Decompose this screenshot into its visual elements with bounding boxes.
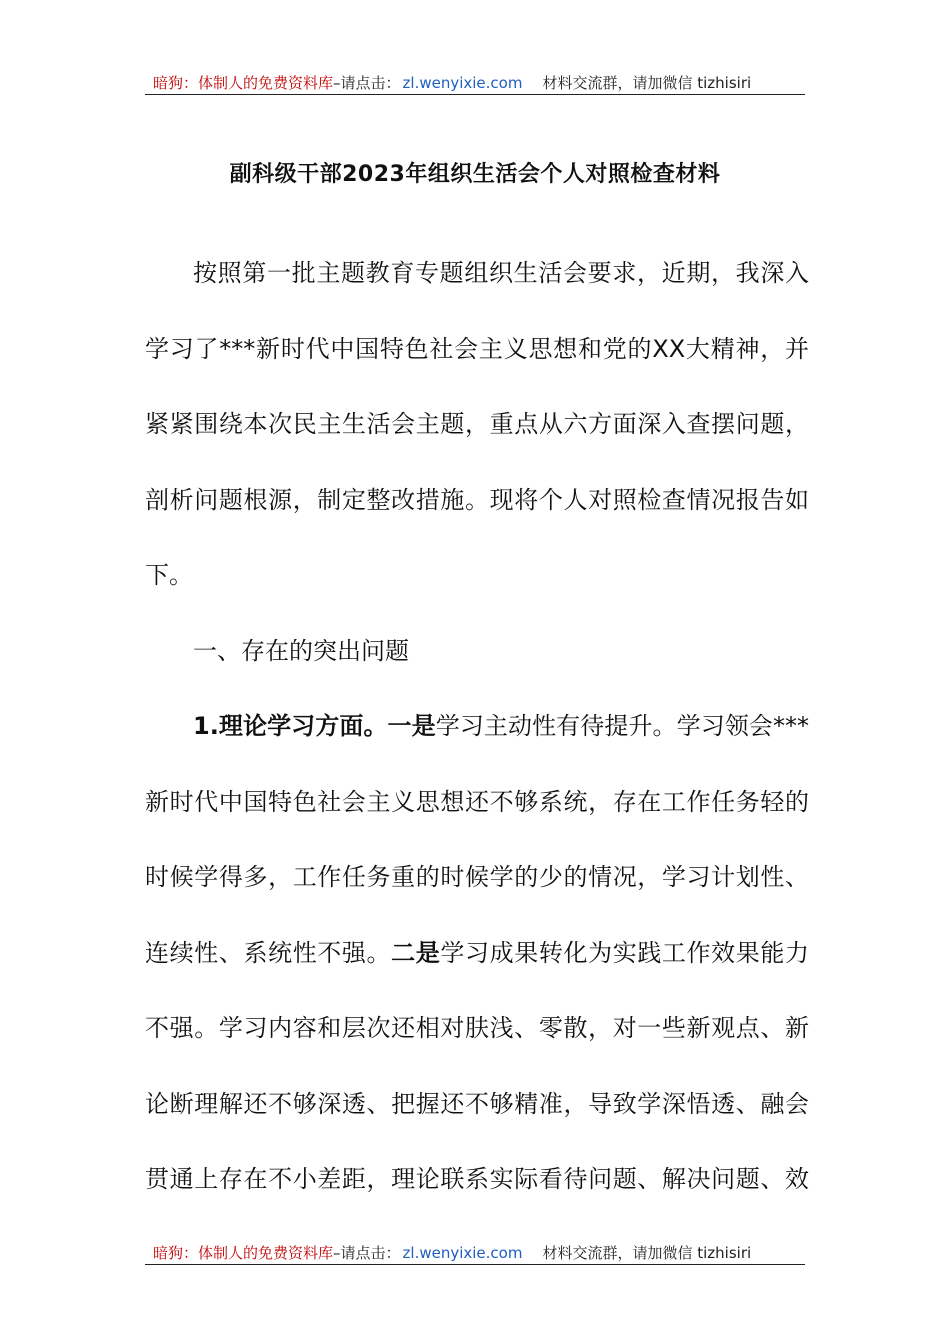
intro-line-4: 剖析问题根源，制定整改措施。现将个人对照检查情况报告如 xyxy=(145,485,809,514)
header-click-prefix: –请点击： xyxy=(333,74,401,92)
item1-heading: 1.理论学习方面。 xyxy=(193,712,388,740)
document-body xyxy=(145,236,809,1218)
item1-line-5: 不强。学习内容和层次还相对肤浅、零散，对一些新观点、新 xyxy=(145,1014,809,1042)
item1-line1-text: 学习主动性有待提升。学习领会*** xyxy=(435,712,810,740)
header-brand-text: 暗狗：体制人的免费资料库 xyxy=(153,74,334,92)
item1-line-4 xyxy=(145,916,809,992)
item1-line-7: 贯通上存在不小差距，理论联系实际看待问题、解决问题、效 xyxy=(145,1165,809,1193)
footer-group-text: 材料交流群，请加微信 tizhisiri xyxy=(542,1244,752,1262)
intro-line-3: 紧紧围绕本次民主生活会主题，重点从六方面深入查摆问题， xyxy=(145,410,809,438)
item1-line-3: 时候学得多，工作任务重的时候学的少的情况，学习计划性、 xyxy=(145,863,809,891)
point1-label: 一是 xyxy=(387,712,436,740)
item1-line-2: 新时代中国特色社会主义思想还不够系统，存在工作任务轻的 xyxy=(145,787,809,816)
item1-line4-start: 连续性、系统性不强。 xyxy=(145,938,392,967)
point2-label: 二是 xyxy=(391,938,441,967)
item1-line-6: 论断理解还不够深透、把握还不够精准，导致学深悟透、融会 xyxy=(145,1089,809,1118)
item1-line-1 xyxy=(145,689,809,765)
intro-line-1: 按照第一批主题教育专题组织生活会要求，近期，我深入 xyxy=(193,259,809,287)
footer-click-prefix: –请点击： xyxy=(333,1244,401,1262)
footer-brand-text: 暗狗：体制人的免费资料库 xyxy=(153,1244,334,1262)
page-header xyxy=(145,68,805,95)
footer-site-link[interactable]: zl.wenyixie.com xyxy=(402,1244,523,1262)
section-heading: 一、存在的突出问题 xyxy=(193,636,409,665)
header-site-link[interactable]: zl.wenyixie.com xyxy=(402,74,523,92)
header-group-text: 材料交流群，请加微信 tizhisiri xyxy=(542,74,752,92)
document-title: 副科级干部2023年组织生活会个人对照检查材料 xyxy=(229,162,721,187)
intro-line-5: 下。 xyxy=(145,561,193,589)
item1-line4-end: 学习成果转化为实践工作效果能力 xyxy=(440,938,810,967)
page-footer xyxy=(145,1238,805,1265)
intro-line-2: 学习了***新时代中国特色社会主义思想和党的XX大精神，并 xyxy=(145,334,809,363)
